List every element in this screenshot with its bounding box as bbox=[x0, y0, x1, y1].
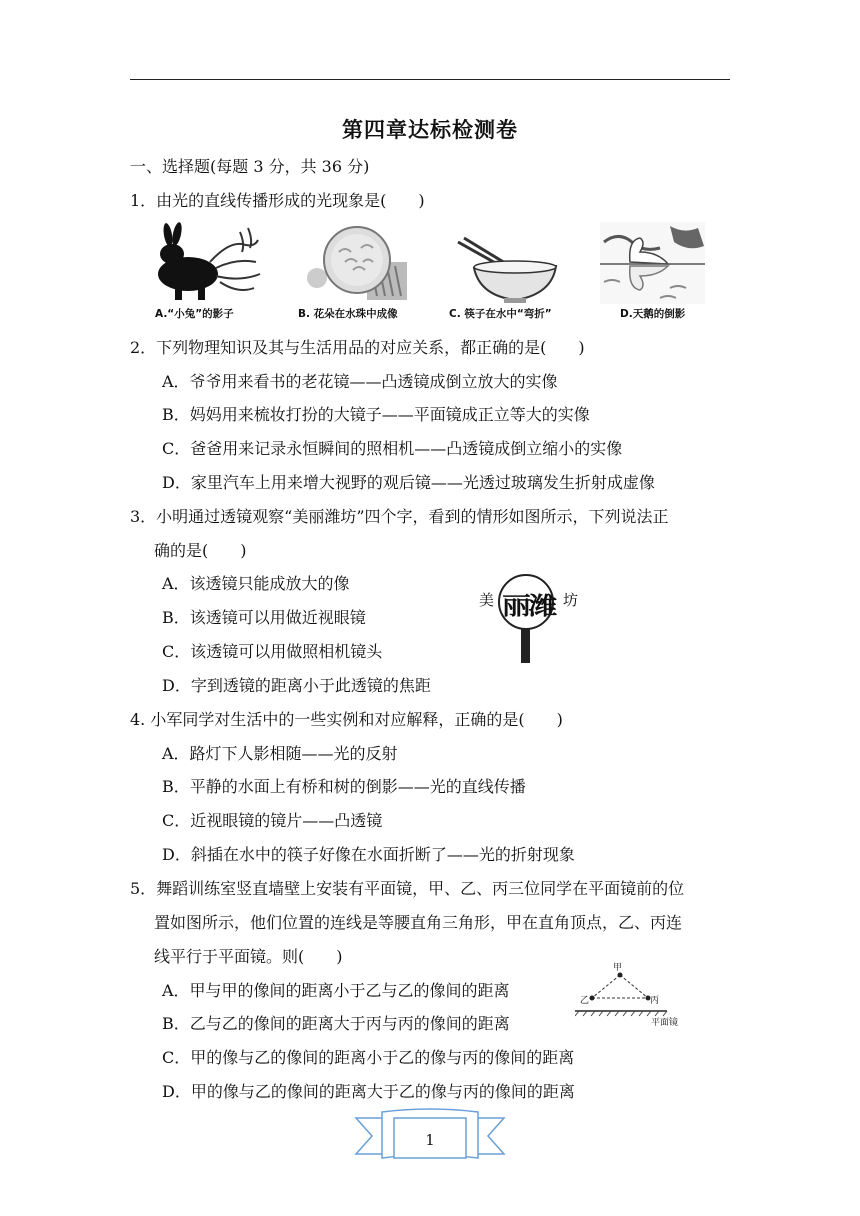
q3-option-c: C．该透镜可以用做照相机镜头 bbox=[162, 642, 383, 661]
q5-option-c: C．甲的像与乙的像间的距离小于乙的像与丙的像间的距离 bbox=[162, 1048, 575, 1067]
question-3-stem-line1: 3．小明通过透镜观察“美丽潍坊”四个字，看到的情形如图所示，下列说法正 bbox=[130, 507, 669, 526]
q5-option-a: A．甲与甲的像间的距离小于乙与乙的像间的距离 bbox=[162, 981, 510, 1000]
q3-option-a: A．该透镜只能成放大的像 bbox=[162, 574, 350, 593]
label-bing: 丙 bbox=[650, 996, 660, 1006]
label-jia: 甲 bbox=[613, 963, 623, 973]
label-mirror: 平面镜 bbox=[651, 1018, 679, 1028]
q5-option-d: D．甲的像与乙的像间的距离大于乙的像与丙的像间的距离 bbox=[162, 1082, 575, 1101]
chopsticks-in-bowl-icon bbox=[452, 236, 564, 306]
magnifier-figure bbox=[470, 566, 585, 666]
question-3-stem-line2: 确的是( ) bbox=[154, 541, 247, 560]
q4-option-d: D．斜插在水中的筷子好像在水面折断了——光的折射现象 bbox=[162, 845, 575, 864]
figure-left-char: 美 bbox=[479, 591, 495, 609]
magnified-text: 丽潍 bbox=[502, 591, 555, 620]
q3-option-b: B．该透镜可以用做近视眼镜 bbox=[162, 608, 366, 627]
q3-option-d: D．字到透镜的距离小于此透镜的焦距 bbox=[162, 676, 431, 695]
section-heading: 一、选择题(每题 3 分，共 36 分) bbox=[130, 157, 370, 176]
q2-option-d: D．家里汽车上用来增大视野的观后镜——光透过玻璃发生折射成虚像 bbox=[162, 473, 655, 492]
q1-caption-b: B. 花朵在水珠中成像 bbox=[298, 308, 398, 320]
question-5-stem-line3: 线平行于平面镜。则( ) bbox=[154, 947, 343, 966]
q4-option-b: B．平静的水面上有桥和树的倒影——光的直线传播 bbox=[162, 777, 526, 796]
rabbit-shadow-icon bbox=[150, 222, 265, 304]
header-rule bbox=[130, 79, 730, 80]
q2-option-b: B．妈妈用来梳妆打扮的大镜子——平面镜成正立等大的实像 bbox=[162, 405, 590, 424]
question-5-stem-line2: 置如图所示，他们位置的连线是等腰直角三角形，甲在直角顶点，乙、丙连 bbox=[154, 913, 683, 932]
magnifier-handle bbox=[521, 629, 530, 663]
q5-option-b: B．乙与乙的像间的距离大于丙与丙的像间的距离 bbox=[162, 1014, 510, 1033]
question-5-stem-line1: 5．舞蹈训练室竖直墙壁上安装有平面镜，甲、乙、丙三位同学在平面镜前的位 bbox=[130, 879, 685, 898]
question-4-stem: 4. 小军同学对生活中的一些实例和对应解释，正确的是( ) bbox=[130, 710, 563, 729]
mirror-triangle-figure bbox=[575, 958, 685, 1026]
q2-option-c: C．爸爸用来记录永恒瞬间的照相机——凸透镜成倒立缩小的实像 bbox=[162, 439, 623, 458]
page-number: 1 bbox=[425, 1131, 435, 1149]
q1-caption-d: D.天鹅的倒影 bbox=[620, 308, 686, 320]
question-1-stem: 1．由光的直线传播形成的光现象是( ) bbox=[130, 191, 425, 210]
label-yi: 乙 bbox=[580, 996, 590, 1006]
q1-caption-c: C. 筷子在水中“弯折” bbox=[449, 308, 552, 320]
page-title: 第四章达标检测卷 bbox=[342, 118, 518, 142]
q1-caption-a: A.“小兔”的影子 bbox=[155, 308, 234, 320]
q2-option-a: A．爷爷用来看书的老花镜——凸透镜成倒立放大的实像 bbox=[162, 372, 558, 391]
flower-in-droplet-icon bbox=[305, 222, 410, 304]
figure-right-char: 坊 bbox=[563, 591, 579, 609]
q4-option-c: C．近视眼镜的镜片——凸透镜 bbox=[162, 811, 383, 830]
question-2-stem: 2．下列物理知识及其与生活用品的对应关系，都正确的是( ) bbox=[130, 338, 585, 357]
swan-reflection-icon bbox=[600, 222, 705, 304]
q4-option-a: A．路灯下人影相随——光的反射 bbox=[162, 744, 398, 763]
